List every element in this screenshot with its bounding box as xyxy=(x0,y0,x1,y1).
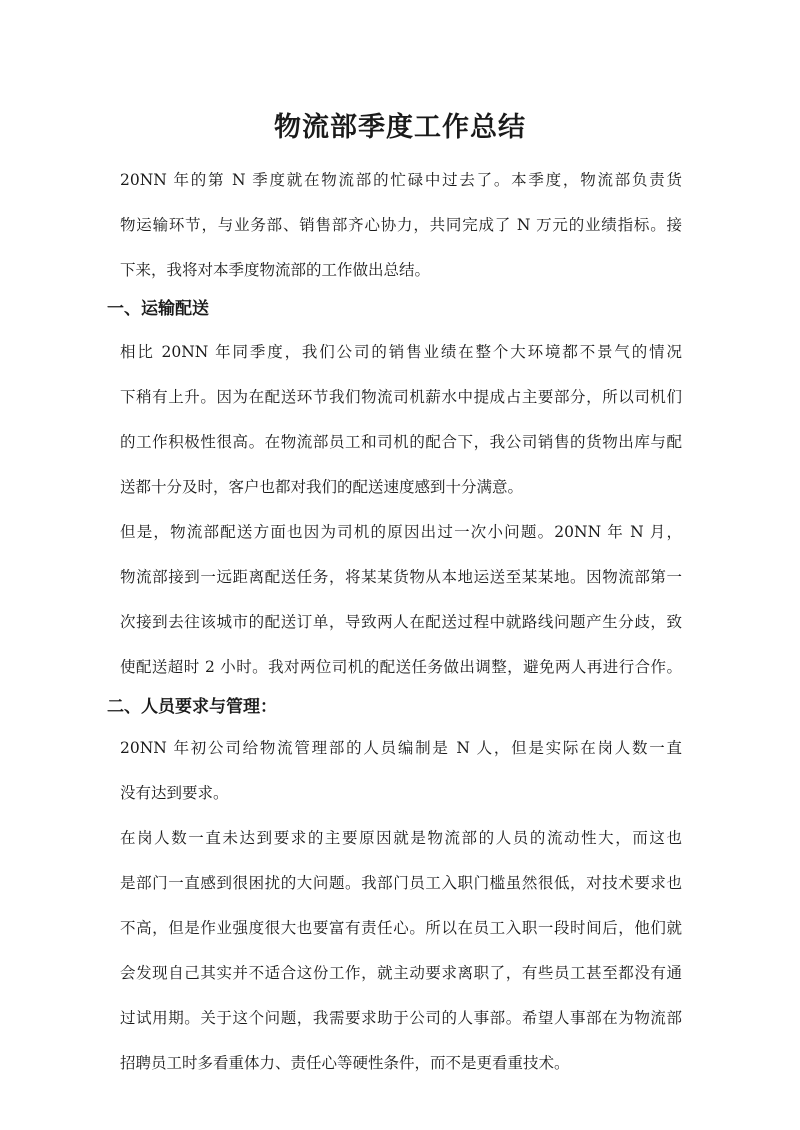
intro-line-3: 下来，我将对本季度物流部的工作做出总结。 xyxy=(120,261,431,279)
s2-p2-line-5: 过试用期。关于这个问题，我需要求助于公司的人事部。希望人事部在为物流部 xyxy=(120,1009,682,1027)
s2-p2-line-3: 不高，但是作业强度很大也要富有责任心。所以在员工入职一段时间后，他们就 xyxy=(120,919,682,937)
s2-p1-line-1: 20NN 年初公司给物流管理部的人员编制是 N 人，但是实际在岗人数一直 xyxy=(120,739,682,757)
intro-line-1: 20NN 年的第 N 季度就在物流部的忙碌中过去了。本季度，物流部负责货 xyxy=(120,171,682,189)
section-1-heading: 一、运输配送 xyxy=(107,299,209,319)
s2-p2-line-4: 会发现自己其实并不适合这份工作，就主动要求离职了，有些员工甚至都没有通 xyxy=(120,964,682,982)
s2-p1-line-2: 没有达到要求。 xyxy=(120,784,229,802)
s1-p2-line-1: 但是，物流部配送方面也因为司机的原因出过一次小问题。20NN 年 N 月， xyxy=(120,523,682,541)
s2-p2-line-2: 是部门一直感到很困扰的大问题。我部门员工入职门槛虽然很低，对技术要求也 xyxy=(120,874,682,892)
intro-line-2: 物运输环节，与业务部、销售部齐心协力，共同完成了 N 万元的业绩指标。接 xyxy=(120,216,682,234)
s1-p1-line-4: 送都十分及时，客户也都对我们的配送速度感到十分满意。 xyxy=(120,478,524,496)
s2-p2-line-6: 招聘员工时多看重体力、责任心等硬性条件，而不是更看重技术。 xyxy=(120,1054,570,1072)
section-2-heading: 二、人员要求与管理： xyxy=(107,697,277,717)
s1-p2-line-2: 物流部接到一远距离配送任务，将某某货物从本地运送至某某地。因物流部第一 xyxy=(120,568,682,586)
s1-p1-line-2: 下稍有上升。因为在配送环节我们物流司机薪水中提成占主要部分，所以司机们 xyxy=(120,388,682,406)
page-title: 物流部季度工作总结 xyxy=(274,112,526,143)
s1-p1-line-3: 的工作积极性很高。在物流部员工和司机的配合下，我公司销售的货物出库与配 xyxy=(120,433,682,451)
s2-p2-line-1: 在岗人数一直未达到要求的主要原因就是物流部的人员的流动性大，而这也 xyxy=(120,829,682,847)
s1-p2-line-3: 次接到去往该城市的配送订单，导致两人在配送过程中就路线问题产生分歧，致 xyxy=(120,613,682,631)
s1-p1-line-1: 相比 20NN 年同季度，我们公司的销售业绩在整个大环境都不景气的情况 xyxy=(120,343,682,361)
s1-p2-line-4: 使配送超时 2 小时。我对两位司机的配送任务做出调整，避免两人再进行合作。 xyxy=(120,658,682,676)
